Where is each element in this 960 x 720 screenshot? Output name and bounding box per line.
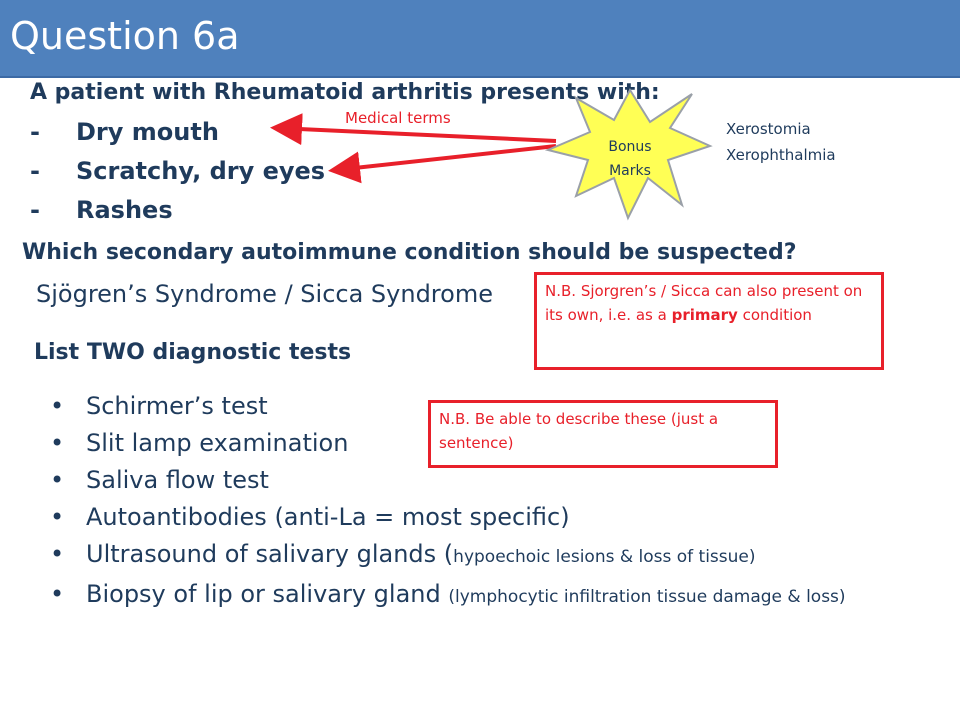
arrow-to-dry-eyes	[336, 146, 556, 170]
arrow-to-dry-mouth	[278, 128, 556, 141]
note-primary-condition: N.B. Sjorgren’s / Sicca can also present on its own, i.e. as a primary condition	[534, 272, 884, 370]
medical-terms-label: Medical terms	[345, 109, 451, 127]
bonus-line-2: Marks	[609, 163, 651, 179]
symptom-item: - Scratchy, dry eyes	[30, 157, 326, 185]
list-item: • Autoantibodies (anti-La = most specific)	[50, 503, 570, 531]
slide-title: Question 6a	[10, 14, 240, 58]
terms-list	[726, 116, 836, 168]
note-describe-tests: N.B. Be able to describe these (just a sentence)	[428, 400, 778, 468]
term-xerophthalmia: Xerophthalmia	[726, 146, 836, 164]
symptom-item: - Dry mouth	[30, 118, 219, 146]
list-item: • Ultrasound of salivary glands (hypoechoic lesions & loss of tissue)	[50, 540, 756, 568]
question-text: Which secondary autoimmune condition should be suspected?	[22, 240, 797, 265]
symptom-item: - Rashes	[30, 196, 173, 224]
term-xerostomia: Xerostomia	[726, 120, 811, 138]
tests-list	[50, 388, 846, 616]
list-item: • Saliva flow test	[50, 466, 269, 494]
list-item: • Slit lamp examination	[50, 429, 349, 457]
tests-heading: List TWO diagnostic tests	[34, 340, 352, 365]
answer-text: Sjögren’s Syndrome / Sicca Syndrome	[36, 280, 493, 308]
bonus-line-1: Bonus	[608, 139, 652, 155]
list-item: • Schirmer’s test	[50, 392, 268, 420]
intro-text: A patient with Rheumatoid arthritis presents with:	[30, 80, 660, 105]
list-item: • Biopsy of lip or salivary gland (lymphocytic infiltration tissue damage & loss)	[50, 580, 846, 608]
